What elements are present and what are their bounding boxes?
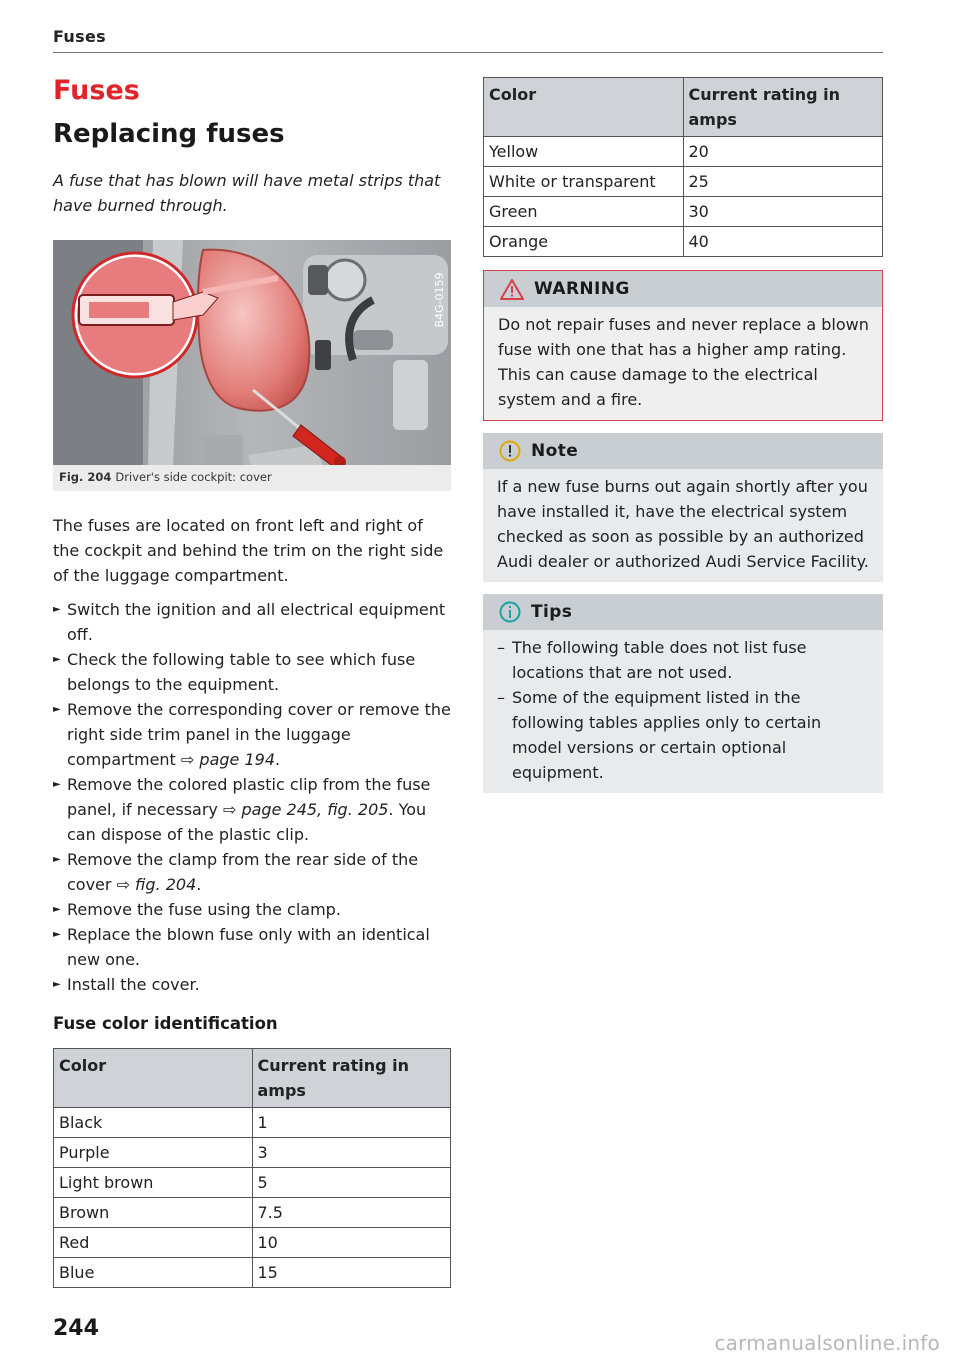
cell-rating: 1: [252, 1108, 451, 1138]
tips-header: [483, 594, 883, 630]
list-item: [53, 772, 451, 847]
note-title: Note: [531, 441, 579, 461]
table-header-row: [54, 1049, 451, 1108]
list-item: [53, 897, 451, 922]
step-text: Remove the corresponding cover or remove the right side trim panel in the luggage compartment: [67, 700, 451, 769]
list-item: [497, 635, 871, 685]
list-item: [53, 647, 451, 697]
table-row: [484, 197, 883, 227]
table-row: [54, 1228, 451, 1258]
watermark: carmanualsonline.info: [714, 1331, 940, 1355]
tip-text: Some of the equipment listed in the following tables applies only to certain model versions or certain optional equipment.: [512, 688, 822, 782]
cockpit-illustration: [53, 240, 451, 465]
bullet-icon: ►: [53, 854, 61, 865]
bullet-icon: ►: [53, 604, 61, 615]
bullet-icon: ►: [53, 979, 61, 990]
table-row: [484, 137, 883, 167]
bullet-icon: ►: [53, 779, 61, 790]
fuse-color-table-right: [483, 77, 883, 257]
step-text: Remove the fuse using the clamp.: [67, 900, 341, 919]
figure-reference-link[interactable]: ⇨ fig. 204: [116, 875, 197, 894]
step-text: Replace the blown fuse only with an identical new one.: [67, 925, 430, 969]
column-header-color: Color: [484, 78, 684, 137]
page-number: 244: [53, 1316, 99, 1341]
table-row: [54, 1138, 451, 1168]
step-text-after: .: [275, 750, 281, 769]
exclamation-circle-icon: [499, 440, 521, 462]
list-item: [53, 972, 451, 997]
bullet-icon: ►: [53, 904, 61, 915]
page-reference-link[interactable]: ⇨ page 194: [180, 750, 275, 769]
cell-color: Blue: [54, 1258, 253, 1288]
column-header-rating: Current rating in amps: [252, 1049, 451, 1108]
cell-rating: 25: [683, 167, 883, 197]
figure-caption: [53, 465, 451, 491]
list-item: [53, 847, 451, 897]
dash-mark: –: [497, 638, 505, 657]
tips-body: [483, 630, 883, 793]
tip-text: The following table does not list fuse locations that are not used.: [512, 638, 807, 682]
note-box: [483, 433, 883, 582]
step-text: Install the cover.: [67, 975, 200, 994]
column-header-color: Color: [54, 1049, 253, 1108]
warning-title: WARNING: [534, 279, 630, 299]
right-column: [483, 77, 883, 793]
cell-rating: 10: [252, 1228, 451, 1258]
tips-list: [497, 635, 871, 785]
cell-color: Purple: [54, 1138, 253, 1168]
header-rule: [53, 52, 883, 53]
fuse-color-heading: Fuse color identification: [53, 1014, 278, 1033]
section-title: Fuses: [53, 75, 140, 106]
note-text: If a new fuse burns out again shortly after you have installed it, have the electrical system checked as soon as possible by an authorized Audi dealer or authorized Audi Service Facility.: [497, 477, 869, 571]
list-item: [53, 922, 451, 972]
intro-text: A fuse that has blown will have metal strips that have burned through.: [53, 171, 441, 215]
cell-rating: 3: [252, 1138, 451, 1168]
left-column: [53, 70, 451, 1288]
step-text: Remove the colored plastic clip from the fuse panel, if necessary: [67, 775, 431, 819]
cell-color: Brown: [54, 1198, 253, 1228]
page-reference-link[interactable]: ⇨ page 245, fig. 205: [222, 800, 389, 819]
list-item: [53, 597, 451, 647]
bullet-icon: ►: [53, 929, 61, 940]
warning-triangle-icon: [500, 279, 524, 300]
column-header-rating: Current rating in amps: [683, 78, 883, 137]
table-row: [484, 227, 883, 257]
cell-rating: 5: [252, 1168, 451, 1198]
tips-box: [483, 594, 883, 793]
figure-204: [53, 240, 451, 491]
cell-color: Red: [54, 1228, 253, 1258]
tips-title: Tips: [531, 602, 573, 622]
cell-rating: 7.5: [252, 1198, 451, 1228]
cell-rating: 40: [683, 227, 883, 257]
cell-color: Yellow: [484, 137, 684, 167]
warning-text: Do not repair fuses and never replace a blown fuse with one that has a higher amp rating. This can cause damage to the electrical system and a fire.: [498, 315, 869, 409]
fuse-color-table-left: [53, 1048, 451, 1288]
body-paragraph: The fuses are located on front left and right of the cockpit and behind the trim on the right side of the luggage compartment.: [53, 516, 444, 585]
table-row: [484, 167, 883, 197]
cell-color: Light brown: [54, 1168, 253, 1198]
step-text: Check the following table to see which fuse belongs to the equipment.: [67, 650, 416, 694]
info-circle-icon: [499, 601, 521, 623]
table-row: [54, 1258, 451, 1288]
steps-list: [53, 597, 451, 997]
table-header-row: [484, 78, 883, 137]
bullet-icon: ►: [53, 704, 61, 715]
cell-color: Orange: [484, 227, 684, 257]
warning-box: [483, 270, 883, 421]
cell-color: Black: [54, 1108, 253, 1138]
step-text: Switch the ignition and all electrical equipment off.: [67, 600, 446, 644]
cell-rating: 15: [252, 1258, 451, 1288]
list-item: [497, 685, 871, 785]
figure-caption-text: Driver's side cockpit: cover: [115, 470, 272, 484]
warning-header: [484, 271, 882, 307]
table-row: [54, 1168, 451, 1198]
note-header: [483, 433, 883, 469]
dash-mark: –: [497, 688, 505, 707]
bullet-icon: ►: [53, 654, 61, 665]
figure-caption-number: Fig. 204: [59, 470, 112, 484]
page-heading: Replacing fuses: [53, 119, 285, 149]
step-text-after: . You can dispose of the plastic clip.: [67, 800, 427, 844]
table-row: [54, 1108, 451, 1138]
header-section-label: Fuses: [53, 27, 106, 46]
figure-code: B4G-0159: [433, 272, 446, 328]
list-item: [53, 697, 451, 772]
table-row: [54, 1198, 451, 1228]
cell-color: Green: [484, 197, 684, 227]
cell-rating: 30: [683, 197, 883, 227]
cell-color: White or transparent: [484, 167, 684, 197]
cell-rating: 20: [683, 137, 883, 167]
step-text-after: .: [196, 875, 202, 894]
step-text: Remove the clamp from the rear side of the cover: [67, 850, 419, 894]
